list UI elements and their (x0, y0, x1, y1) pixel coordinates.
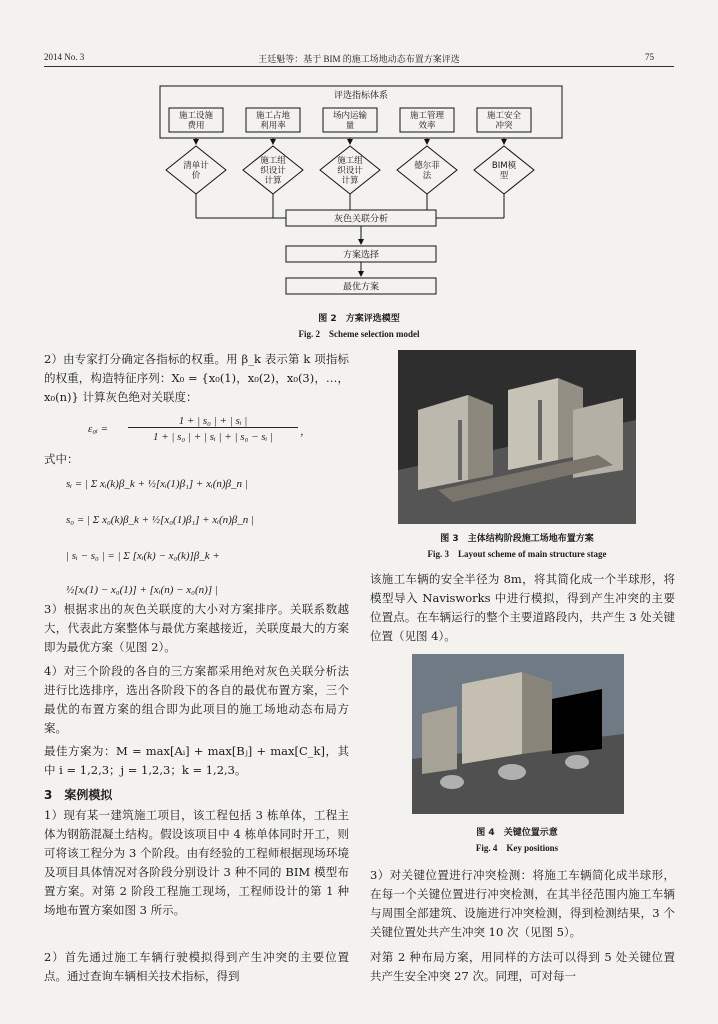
method-label: 织设计 (337, 166, 363, 176)
indicator-label: 施工安全 (486, 111, 522, 121)
indicator-label: 效率 (418, 121, 436, 131)
formula-diff-1: | sᵢ − s₀ | = | Σ [xᵢ(k) − x₀(k)]β_k + (66, 550, 220, 562)
eq-lhs: ε₀ᵢ = (88, 423, 109, 435)
paragraph-safety-radius: 该施工车辆的安全半径为 8m，将其简化成一个半球形，将模型导入 Navisworks 中进行模拟，得到产生冲突的主要位置点。在车辆运行的整个主要道路段内，共产生 3 处关键位置（见图 4）。 (370, 572, 675, 643)
flow-label: 灰色关联分析 (333, 214, 389, 225)
page-number: 75 (645, 52, 654, 62)
fig3-caption-en: Fig. 3 Layout scheme of main structure stage (427, 549, 607, 559)
method-label: 型 (499, 171, 509, 181)
paragraph-second-scheme: 对第 2 种布局方案，用同样的方法可以得到 5 处关键位置共产生安全冲突 27 次。同理，可对每一 (370, 950, 675, 983)
paragraph-weights: 2）由专家打分确定各指标的权重。用 β_k 表示第 k 项指标的权重，构造特征序列：X₀ = {x₀(1)，x₀(2)，x₀(3)，…，x₀(n)} 计算灰色绝对关联度： (44, 352, 349, 404)
indicator-label: 场内运输 (332, 111, 368, 121)
running-title: 王廷魁等：基于 BIM 的施工场地动态布置方案评选 (258, 54, 460, 64)
method-label: 法 (422, 171, 432, 181)
formula-s0: s₀ = | Σ x₀(k)β_k + ½[x₀(1)β₁] + xᵢ(n)β_n | (66, 514, 255, 526)
fig4-caption-cn: 图 4 关键位置示意 (476, 828, 558, 838)
indicator-label: 施工设施 (178, 111, 214, 121)
journal-issue: 2014 No. 3 (44, 52, 85, 62)
indicator-label: 施工占地 (255, 111, 291, 121)
method-label: BIM模 (491, 161, 517, 171)
paragraph-conflict-detection: 3）对关键位置进行冲突检测：将施工车辆简化成半球形，在每一个关键位置进行冲突检测，在其半径范围内施工车辆与周围全部建筑、设施进行冲突检测，得到检测结果，3 个关键位置处共产生冲突 10 次（见图 5）。 (370, 868, 675, 939)
header-rule (44, 66, 674, 67)
formula-diff-2: ½[xᵢ(1) − x₀(1)] + [xᵢ(n) − x₀(n)] | (66, 584, 218, 596)
method-label: 施工组 (260, 156, 286, 166)
scheme-selection-flowchart (150, 80, 570, 305)
formula-si: sᵢ = | Σ xᵢ(k)β_k + ½[xᵢ(1)β₁] + xᵢ(n)β_n | (66, 478, 248, 490)
fig4-caption-en: Fig. 4 Key positions (475, 843, 559, 853)
method-label: 计算 (341, 176, 359, 186)
eq-tail: ， (300, 426, 311, 438)
flow-label: 方案选择 (342, 250, 380, 261)
indicator-label: 费用 (187, 121, 205, 131)
indicator-label: 量 (345, 121, 355, 131)
method-label: 德尔菲 (414, 161, 440, 171)
fig2-caption-en: Fig. 2 Scheme selection model (298, 329, 420, 339)
eq-denominator: 1 + | s₀ | + | sᵢ | + | s₀ − sᵢ | (152, 431, 274, 443)
fig2-caption-cn: 图 2 方案评选模型 (318, 314, 400, 324)
paragraph-vehicle-sim: 2）首先通过施工车辆行驶模拟得到产生冲突的主要位置点。通过查询车辆相关技术指标，得到 (44, 950, 349, 983)
grey-correlation-equation (88, 415, 358, 447)
paragraph-best-scheme: 最佳方案为：M = max[Aᵢ] + max[Bⱼ] + max[C_k]，其中 i = 1,2,3；j = 1,2,3；k = 1,2,3。 (44, 744, 349, 777)
method-label: 织设计 (260, 166, 286, 176)
indicator-label: 施工管理 (409, 111, 445, 121)
fig4-key-positions-image (412, 654, 624, 814)
indicator-label: 利用率 (260, 121, 286, 131)
eq-numerator: 1 + | s₀ | + | sᵢ | (128, 415, 298, 428)
paragraph-three-stages: 4）对三个阶段的各自的三方案都采用绝对灰色关联分析法进行比选排序，选出各阶段下的各自的最优布置方案，三个最优的布置方案的组合即为此项目的施工场地动态布局方案。 (44, 664, 349, 735)
method-label: 清单计 (183, 161, 209, 171)
paragraph-case-project: 1）现有某一建筑施工项目，该工程包括 3 栋单体，工程主体为钢筋混凝土结构。假设该项目中 4 栋单体同时开工，则可将该工程分为 3 个阶段。由有经验的工程师根据现场环境及项目具体情况对各阶段分别设计 3 种不同的 BIM 模型布置方案。对第 2 阶段工程施工现场，工程师设计的第 1 种场地布置方案如图 3 所示。 (44, 808, 349, 917)
section-heading-case-study: 3 案例模拟 (44, 788, 113, 802)
method-label: 施工组 (337, 156, 363, 166)
flow-label: 最优方案 (342, 282, 380, 293)
fig3-caption-cn: 图 3 主体结构阶段施工场地布置方案 (440, 534, 594, 544)
indicator-system-label: 评选指标体系 (333, 91, 389, 101)
paragraph-ranking: 3）根据求出的灰色关联度的大小对方案排序。关联系数越大，代表此方案整体与最优方案越接近，关联度最大的方案即为最优方案（见图 2）。 (44, 602, 349, 654)
method-label: 计算 (264, 176, 282, 186)
method-label: 价 (191, 171, 201, 181)
fig3-site-layout-image (398, 350, 636, 524)
where-label: 式中： (44, 452, 79, 466)
indicator-label: 冲突 (495, 121, 513, 131)
